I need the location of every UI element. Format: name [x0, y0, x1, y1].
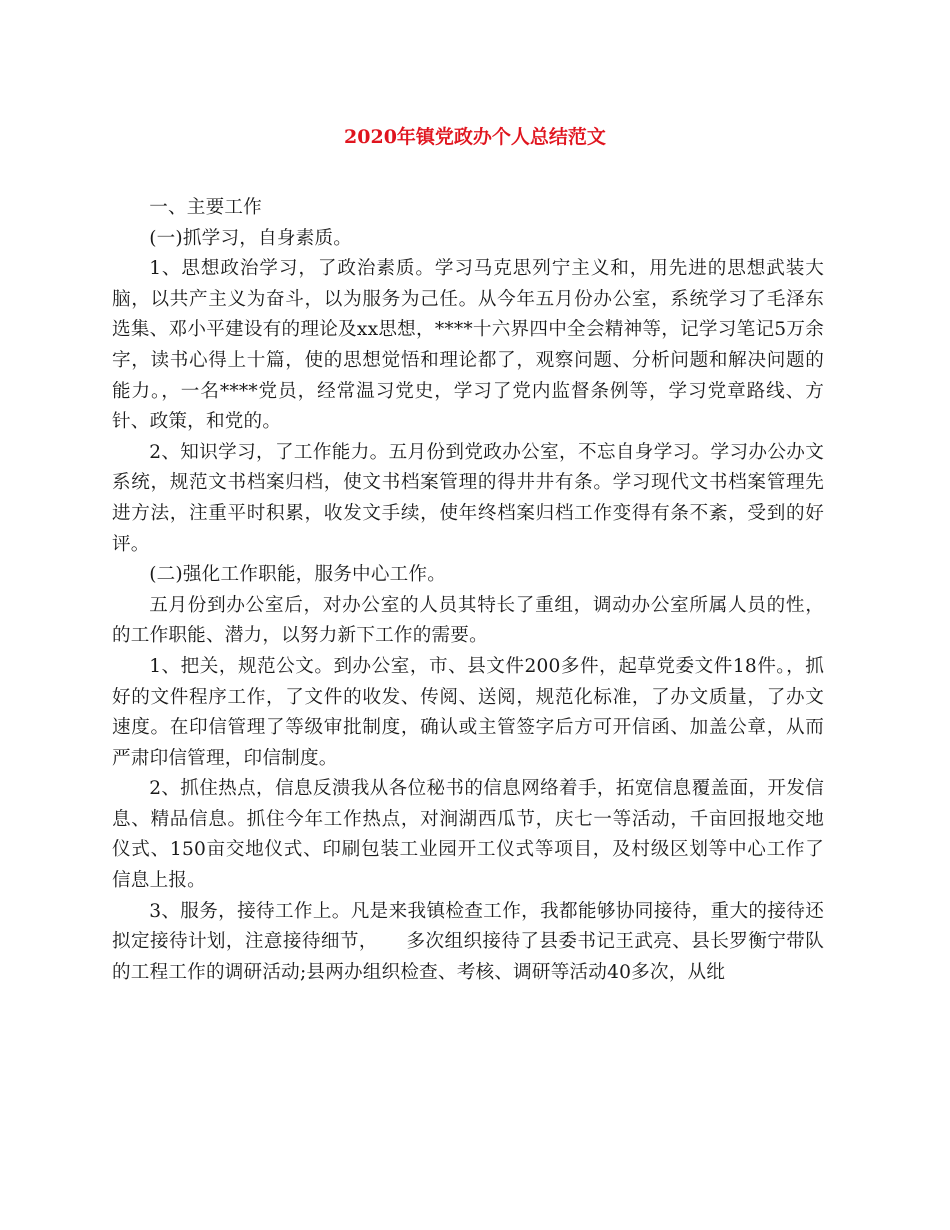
paragraph: 3、服务，接待工作上。凡是来我镇检查工作，我都能够协同接待，重大的接待还拟定接待计划，注意接待细节， 多次组织接待了县委书记王武亮、县长罗衡宁带队的工程工作的调研活动;县两办组织检查、考核、调研等活动40多次，从纰	[112, 900, 824, 983]
paragraph: 2、抓住热点，信息反溃我从各位秘书的信息网络着手，拓宽信息覆盖面，开发信息、精品信息。抓住今年工作热点，对涧湖西瓜节，庆七一等活动，千亩回报地交地仪式、150亩交地仪式、印刷包装工业园开工仪式等项目，及村级区划等中心工作了信息上报。	[112, 778, 824, 892]
paragraph: 1、思想政治学习，了政治素质。学习马克思列宁主义和，用先进的思想武装大脑，以共产主义为奋斗，以为服务为己任。从今年五月份办公室，系统学习了毛泽东选集、邓小平建设有的理论及xx思想，****十六界四中全会精神等，记学习笔记5万余字，读书心得上十篇，使的思想觉悟和理论都了，观察问题、分析问题和解决问题的能力。，一名****党员，经常温习党史，学习了党内监督条例等，学习党章路线、方针、政策，和党的。	[112, 258, 824, 433]
paragraph: 五月份到办公室后，对办公室的人员其特长了重组，调动办公室所属人员的性，的工作职能、潜力，以努力新下工作的需要。	[112, 594, 824, 647]
subsection-heading: (一)抓学习，自身素质。	[149, 227, 353, 249]
paragraph: 2、知识学习，了工作能力。五月份到党政办公室，不忘自身学习。学习办公办文系统，规范文书档案归档，使文书档案管理的得井井有条。学习现代文书档案管理先进方法，注重平时积累，收发文手续，使年终档案归档工作变得有条不紊，受到的好评。	[112, 441, 824, 555]
paragraph: 1、把关，规范公文。到办公室，市、县文件200多件，起草党委文件18件。，抓好的文件程序工作，了文件的收发、传阅、送阅，规范化标准，了办文质量，了办文速度。在印信管理了等级审批制度，确认或主管签字后方可开信函、加盖公章，从而严肃印信管理，印信制度。	[112, 655, 824, 769]
subsection-heading: (二)强化工作职能，服务中心工作。	[149, 564, 447, 586]
document-body	[112, 193, 824, 988]
document-title: 2020年镇党政办个人总结范文	[344, 126, 606, 148]
section-heading: 一、主要工作	[149, 197, 262, 218]
